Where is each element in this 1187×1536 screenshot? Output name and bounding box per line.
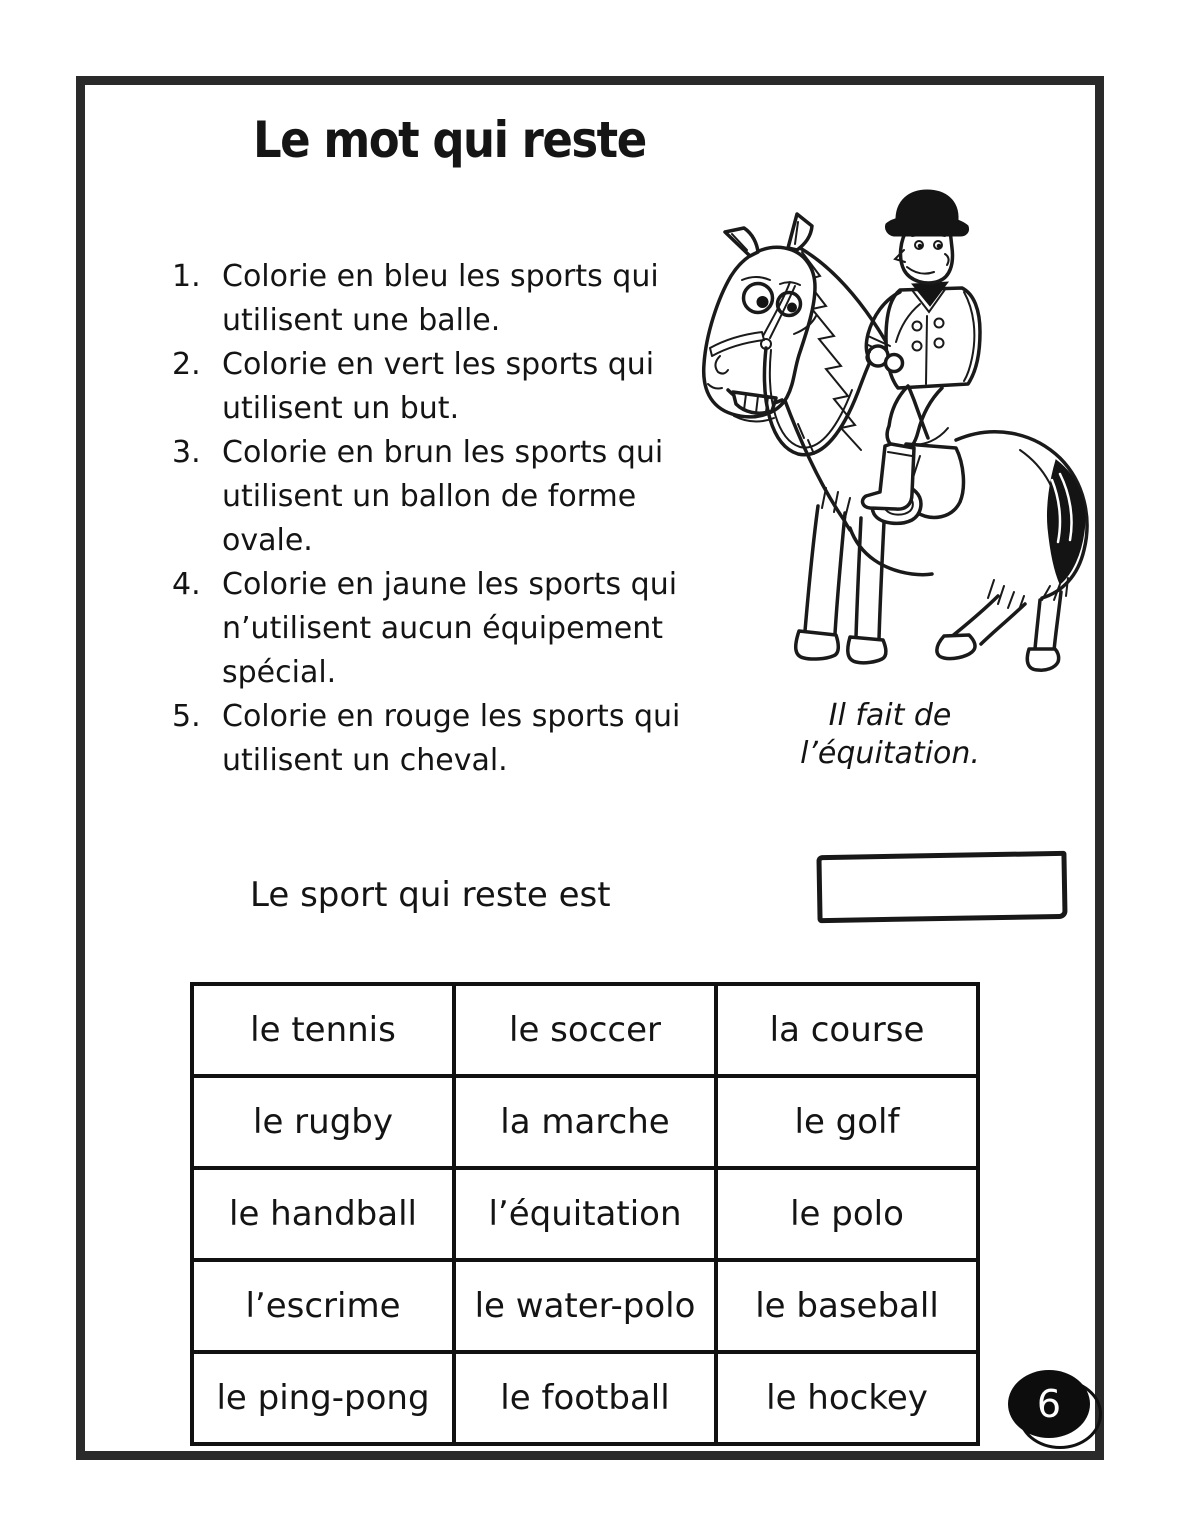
caption-line1: Il fait de xyxy=(828,698,952,733)
word-cell[interactable]: le ping-pong xyxy=(192,1352,454,1444)
list-item-number: 1. xyxy=(172,259,201,294)
list-item-text: Colorie en brun les sports qui utilisent un ballon de forme ovale. xyxy=(222,435,664,558)
list-item-number: 4. xyxy=(172,567,201,602)
list-item-text: Colorie en bleu les sports qui utilisent une balle. xyxy=(222,259,659,338)
page-border xyxy=(76,76,1104,1460)
instructions-list xyxy=(172,255,692,783)
word-cell[interactable]: l’escrime xyxy=(192,1260,454,1352)
table-row xyxy=(192,1076,978,1168)
word-cell[interactable]: le rugby xyxy=(192,1076,454,1168)
horse-rider-drawing xyxy=(698,188,1095,693)
list-item-text: Colorie en jaune les sports qui n’utilisent aucun équipement spécial. xyxy=(222,567,678,690)
word-cell[interactable]: le water-polo xyxy=(454,1260,716,1352)
word-cell[interactable]: l’équitation xyxy=(454,1168,716,1260)
caption-line2: l’équitation. xyxy=(800,736,980,771)
list-item-number: 3. xyxy=(172,435,201,470)
word-cell[interactable]: le polo xyxy=(716,1168,978,1260)
badge-oval xyxy=(1008,1370,1090,1438)
list-item xyxy=(172,695,692,783)
word-cell[interactable]: le baseball xyxy=(716,1260,978,1352)
list-item xyxy=(172,431,692,563)
list-item-number: 2. xyxy=(172,347,201,382)
list-item xyxy=(172,255,692,343)
list-item-number: 5. xyxy=(172,699,201,734)
table-row xyxy=(192,1168,978,1260)
word-cell[interactable]: le tennis xyxy=(192,984,454,1076)
list-item-text: Colorie en vert les sports qui utilisent un but. xyxy=(222,347,655,426)
answer-prompt: Le sport qui reste est xyxy=(250,875,611,915)
word-cell[interactable]: le golf xyxy=(716,1076,978,1168)
list-item xyxy=(172,343,692,431)
word-cell[interactable]: le hockey xyxy=(716,1352,978,1444)
answer-blank-box[interactable] xyxy=(816,851,1067,923)
page-title: Le mot qui reste xyxy=(253,111,646,170)
page-number: 6 xyxy=(1036,1382,1062,1426)
table-row xyxy=(192,1352,978,1444)
word-cell[interactable]: le football xyxy=(454,1352,716,1444)
table-row xyxy=(192,1260,978,1352)
table-row xyxy=(192,984,978,1076)
word-cell[interactable]: le soccer xyxy=(454,984,716,1076)
sports-word-table xyxy=(190,982,980,1446)
word-cell[interactable]: la marche xyxy=(454,1076,716,1168)
sports-word-table-body xyxy=(192,984,978,1444)
page-number-badge xyxy=(1008,1370,1102,1450)
list-item-text: Colorie en rouge les sports qui utilisent un cheval. xyxy=(222,699,681,778)
word-cell[interactable]: la course xyxy=(716,984,978,1076)
answer-row xyxy=(250,845,970,935)
list-item xyxy=(172,563,692,695)
horse-rider-illustration xyxy=(698,188,1095,693)
word-cell[interactable]: le handball xyxy=(192,1168,454,1260)
illustration-caption xyxy=(725,697,1055,773)
